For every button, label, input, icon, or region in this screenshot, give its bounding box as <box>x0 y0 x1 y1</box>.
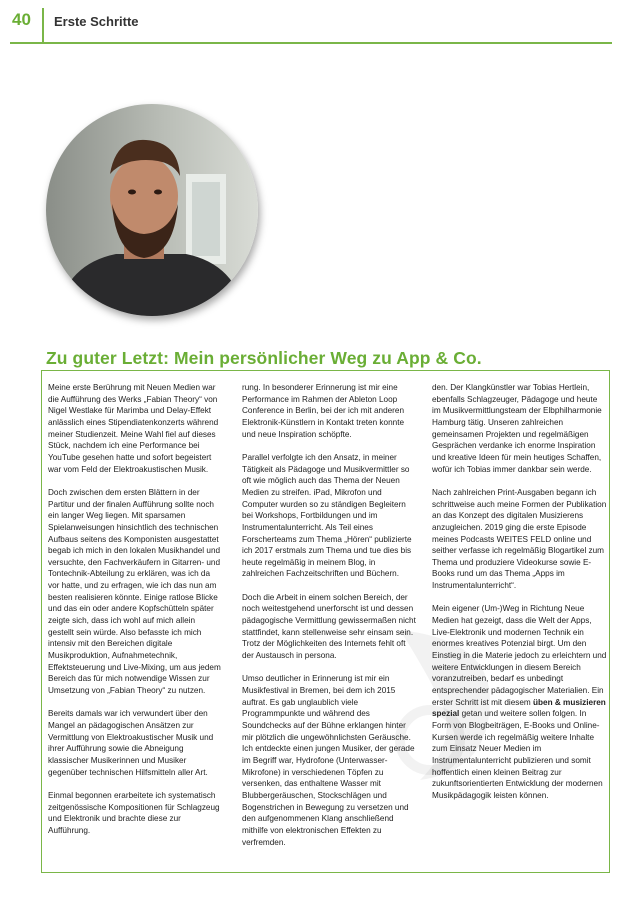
paragraph: Nach zahlreichen Print-Ausgaben begann ich schrittweise auch meine Formen der Publikation an das Konzept des digitalen Musizierens anzugleichen. 2019 ging die erste Episode meines Podcasts WEITES FELD online und seither verfasse ich regelmäßig Blogartikel zum Thema und produziere Videokurse sowie E-Books rund um das Thema „Apps im Instrumentalunterricht“. <box>432 487 607 591</box>
paragraph: Parallel verfolgte ich den Ansatz, in meiner Tätigkeit als Pädagoge und Musikvermittler so oft wie möglich auch das Thema der Neuen Medien zu streifen. iPad, Mikrofon und Computer wurden so zu ständigen Begleitern bei Workshops, Fortbildungen und im Instrumentalunterricht. Als Teil eines Forscherteams zum Thema „Hören“ publizierte ich 2017 erstmals zum Thema und tue dies bis heute regelmäßig in meinem Blog, in zahlreichen Fachzeitschriften und Büchern. <box>242 452 412 579</box>
page-number: 40 <box>12 10 31 29</box>
article-title: Zu guter Letzt: Mein persönlicher Weg zu App & Co. <box>46 348 482 368</box>
article-column-2 <box>242 382 417 860</box>
section-title: Erste Schritte <box>54 14 139 29</box>
paragraph-text: getan und weitere sollen folgen. In Form von Blogbeiträgen, E-Books und Online-Kursen werde ich regelmäßig weitere Inhalte zum Einsatz Neuer Medien im Instrumentalunterricht publizieren und somit hoffentlich einen kleinen Beitrag zur zukunftsorientierten Entwicklung der modernen Musikpädagogik leisten können. <box>432 709 603 800</box>
paragraph: rung. In besonderer Erinnerung ist mir eine Performance im Rahmen der Ableton Loop Conference in Berlin, bei der ich mit anderen Elektronik-Künstlern in Kontakt treten konnte und neue Inspiration schöpfte. <box>242 383 405 439</box>
header-rule <box>10 42 612 44</box>
paragraph-text: Mein eigener (Um-)Weg in Richtung Neue Medien hat gezeigt, dass die Welt der Apps, Live-Elektronik und modernen Technik ein enormes kreatives Potenzial birgt. Um den Einstieg in die Materie jedoch zu erleichtern und weitere Entwicklungen in diesem Bereich voranzutreiben, bedarf es unbedingt entsprechender pädagogischer Materialien. Ein erster Schritt ist mit diesem <box>432 604 607 707</box>
header-divider <box>42 8 44 43</box>
paragraph: den. Der Klangkünstler war Tobias Hertlein, ebenfalls Schlagzeuger, Pädagoge und heute im Musikvermittlungsteam der Elbphilharmonie Hamburg tätig. Unseren zahlreichen gemeinsamen Projekten und regelmäßigen Gesprächen verdanke ich enorme Inspiration und kreative Ideen für mein heutiges Schaffen, wofür ich Tobias immer dankbar sein werde. <box>432 383 602 474</box>
paragraph: Meine erste Berührung mit Neuen Medien war die Aufführung des Werks „Fabian Theory“ von Nigel Westlake für Marimba und Delay-Effekt anlässlich eines Stipendiatenkonzerts während meiner Studienzeit. Meine Wahl fiel auf dieses Stück, nachdem ich eine Performance bei YouTube gesehen hatte und sofort begeistert war vom Feld der Elektroakustischen Musik. <box>48 383 219 474</box>
article-column-3 <box>432 382 607 813</box>
paragraph: Doch die Arbeit in einem solchen Bereich, der noch weitestgehend unerforscht ist und dessen pädagogische Vermittlung gewissermaßen nicht stattfindet, kann stellenweise sehr einsam sein. Trotz der Möglichkeiten des Internets fehlt oft der Austausch in persona. <box>242 592 416 661</box>
paragraph: Umso deutlicher in Erinnerung ist mir ein Musikfestival in Bremen, bei dem ich 2015 auftrat. Es gab unglaublich viele Programmpunkte und während des Soundchecks auf der Bühne erklangen hinter mir plötzlich die ungewöhnlichsten Geräusche. Ich entdeckte einen jungen Musiker, der gerade im Begriff war, Hydrofone (Unterwasser-Mikrofone) in verschiedenen Töpfen zu versenken, das enthaltene Wasser mit Blubbergeräuschen, Stockschlägen und Bogenstrichen in Bewegung zu versetzen und den aufgenommenen Klang anschließend mithilfe von elektronischen Effekten zu verfremden. <box>242 674 415 847</box>
article-column-1 <box>48 382 223 848</box>
paragraph: Doch zwischen dem ersten Blättern in der Partitur und der finalen Aufführung sollte noch ein langer Weg liegen. Mit sparsamen Spielanweisungen hinsichtlich des technischen Aufbaus seitens des Komponisten ausgestattet begab ich mich in den lokalen Musikhandel und versuchte, den Fachverkäufern in Gitarren- und Tontechnik-Abteilung zu erklären, was ich da vor hatte, und zu erfragen, wie ich das nun am besten realisieren könnte. Einige ratlose Blicke und das ein oder andere Kopfschütteln später zeigte sich, dass ich wohl auf mich allein gestellt sein würde. Also befasste ich mich intensiv mit den Bereichen digitale Musikproduktion, Aufnahmetechnik, Effektsteuerung und Live-Mixing, um aus jedem Bereich das für mich notwendige Wissen zur Umsetzung von „Fabian Theory“ zu nutzen. <box>48 487 221 696</box>
magazine-name: üben & musizieren spezial <box>432 697 606 719</box>
paragraph: Bereits damals war ich verwundert über den Mangel an pädagogischen Ansätzen zur Vermittlung von Elektroakustischer Musik und ihrer Aufführung sowie die Abneigung klassischer Musikerinnen und Musiker gegenüber technischen Hilfsmitteln aller Art. <box>48 709 214 777</box>
paragraph: Einmal begonnen erarbeitete ich systematisch zeitgenössische Kompositionen für Schlagzeug und Elektronik und brachte diese zur Aufführung. <box>48 790 220 835</box>
paragraph <box>432 603 607 801</box>
person-photo-icon <box>46 104 258 316</box>
author-portrait <box>46 104 258 316</box>
